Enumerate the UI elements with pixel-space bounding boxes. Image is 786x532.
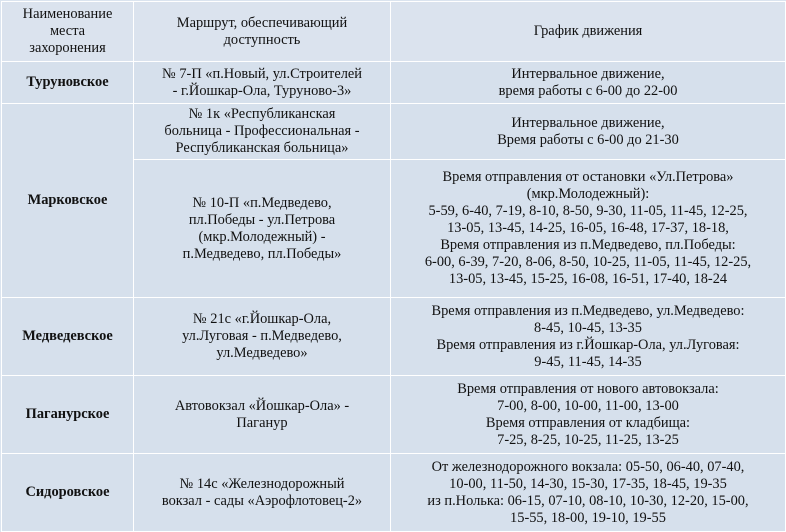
route-cell [134,376,391,454]
text-line: Интервальное движение, [511,65,665,82]
text-line: 10-00, 11-50, 14-30, 15-30, 17-35, 18-45, 19-35 [449,475,727,492]
text-line: № 10-П «п.Медведево, [192,194,332,211]
table-row [2,454,786,532]
place-name: Марковское [2,104,134,298]
text-line: пл.Победы - ул.Петрова [188,211,336,228]
table-row [2,104,786,160]
text-line: 13-05, 13-45, 15-25, 16-08, 16-51, 17-40, 18-24 [448,271,728,287]
text-line: № 7-П «п.Новый, ул.Строителей [162,65,362,82]
text-line: 13-05, 13-45, 14-25, 16-05, 16-48, 17-37, 18-18, [447,220,729,236]
text-line: 9-45, 11-45, 14-35 [534,353,642,370]
text-line: вокзал - сады «Аэрофлотовец-2» [161,492,363,509]
text-line: захоронения [29,40,106,56]
table-row [2,298,786,376]
text-line: из п.Нолька: 06-15, 07-10, 08-10, 10-30, 12-20, 15-00, [427,492,749,509]
schedule-cell [391,298,786,376]
header-place [2,2,134,62]
text-line: График движения [533,23,643,39]
text-line: Время отправления от остановки «Ул.Петрова» [442,169,734,185]
header-route [134,2,391,62]
text-line: больница - Профессиональная - [164,123,360,139]
text-line: ул.Медведево» [216,345,308,361]
text-line: - г.Йошкар-Ола, Туруново-3» [172,82,352,99]
text-line: Время отправления из п.Медведево, ул.Медведево: [431,302,745,319]
place-name: Сидоровское [2,454,134,532]
text-line: Время отправления из п.Медведево, пл.Победы: [440,237,736,253]
text-line: Время отправления из г.Йошкар-Ола, ул.Луговая: [436,336,740,353]
text-line: 7-00, 8-00, 10-00, 11-00, 13-00 [497,397,679,414]
burial-transport-table [1,1,786,532]
text-line: 6-00, 6-39, 7-20, 8-06, 8-50, 10-25, 11-05, 11-45, 12-25, [424,254,752,270]
text-line: доступность [223,31,301,48]
schedule-cell [391,62,786,104]
text-line: время работы с 6-00 до 22-00 [498,82,678,99]
table-row [2,62,786,104]
text-line: (мкр.Молодежный): [526,186,650,202]
text-line: № 1к «Республиканская [188,106,336,122]
text-line: (мкр.Молодежный) - [198,228,326,245]
route-cell [134,160,391,298]
route-cell [134,62,391,104]
text-line: места [49,23,86,39]
route-cell [134,104,391,160]
place-name: Туруновское [2,62,134,104]
schedule-cell [391,104,786,160]
text-line: Паганур [236,414,288,431]
header-row [2,2,786,62]
text-line: 15-55, 18-00, 19-10, 19-55 [510,509,666,526]
header-schedule [391,2,786,62]
schedule-cell [391,376,786,454]
text-line: № 21с «г.Йошкар-Ола, [192,311,332,327]
route-cell [134,298,391,376]
text-line: 8-45, 10-45, 13-35 [534,319,642,336]
text-line: Автовокзал «Йошкар-Ола» - [174,397,350,414]
route-cell [134,454,391,532]
schedule-cell [391,454,786,532]
text-line: 5-59, 6-40, 7-19, 8-10, 8-50, 9-30, 11-05, 11-45, 12-25, [428,203,748,219]
text-line: Маршрут, обеспечивающий [176,14,348,31]
text-line: Республиканская больница» [175,140,349,156]
text-line: № 14с «Железнодорожный [179,475,345,492]
text-line: ул.Луговая - п.Медведево, [182,328,342,344]
text-line: От железнодорожного вокзала: 05-50, 06-40, 07-40, [431,458,745,475]
text-line: п.Медведево, пл.Победы» [182,245,342,262]
place-name: Паганурское [2,376,134,454]
text-line: Интервальное движение, [511,114,665,131]
text-line: Время работы с 6-00 до 21-30 [497,131,679,148]
text-line: 7-25, 8-25, 10-25, 11-25, 13-25 [497,431,679,448]
text-line: Наименование [22,6,113,22]
schedule-cell [391,160,786,298]
text-line: Время отправления от кладбища: [485,414,691,431]
place-name: Медведевское [2,298,134,376]
text-line: Время отправления от нового автовокзала: [457,380,719,397]
table-row [2,376,786,454]
